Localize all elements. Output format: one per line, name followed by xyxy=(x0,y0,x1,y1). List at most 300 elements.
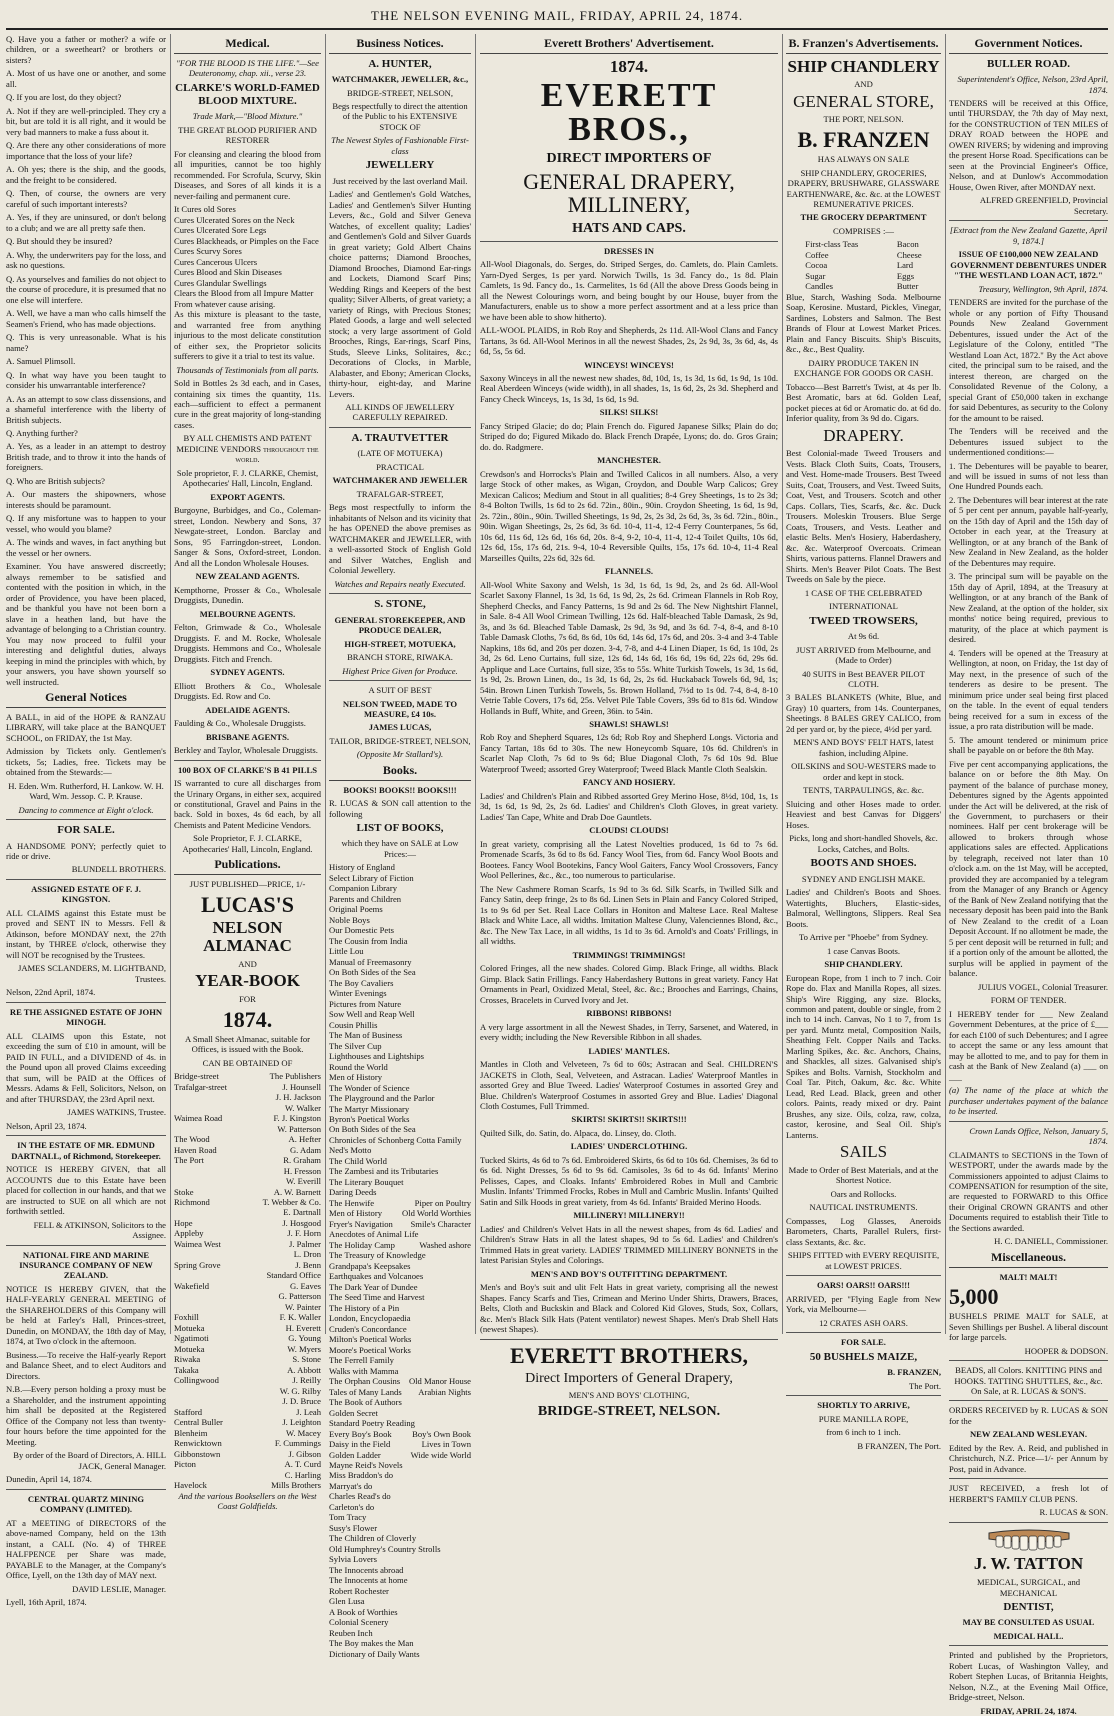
agent-name: J. H. Jackson xyxy=(275,1092,321,1103)
jewellery-heading: JEWELLERY xyxy=(365,159,435,172)
agent-name: H. Everett xyxy=(285,1322,321,1333)
book-title: The Man of Business xyxy=(329,1030,403,1041)
export-agents: Burgoyne, Burbidges, and Co., Coleman-street, London. Newbery and Sons, 37 Newgate-street, London. Barclay and Sons, 95 Farringdon-street, London. Sanger & Sons, Oxford-street, London. And all the London Wholesale Houses. xyxy=(174,505,321,568)
book-title: The Literary Bouquet xyxy=(329,1176,404,1187)
agent-row xyxy=(174,1155,321,1165)
book-title: A Book of Worthies xyxy=(329,1606,398,1617)
agent-row xyxy=(174,1207,321,1217)
book-row xyxy=(329,1408,471,1418)
book-title: Dictionary of Daily Wants xyxy=(329,1648,420,1659)
book-row xyxy=(329,1135,471,1145)
stone-address: HIGH-STREET, MOTUEKA, xyxy=(344,638,456,649)
condition-item: 5. The amount tendered or minimum price shall be payable on or before the 8th May. xyxy=(949,734,1108,756)
book-row xyxy=(329,1009,471,1019)
column-divider xyxy=(325,34,326,1334)
trautvetter-footer: Watches and Repairs neatly Executed. xyxy=(334,578,466,589)
book-row xyxy=(329,915,471,925)
book-row xyxy=(329,1628,471,1638)
obtained-heading: CAN BE OBTAINED OF xyxy=(202,1057,293,1068)
agent-name: W. Painter xyxy=(285,1301,321,1312)
tatton-trade: MEDICAL, SURGICAL, and MECHANICAL xyxy=(976,1577,1081,1598)
cure-item: Cures Cancerous Ulcers xyxy=(174,256,258,267)
book-row xyxy=(329,1387,471,1397)
catechism-article xyxy=(6,34,166,687)
agent-place: Blenheim xyxy=(174,1427,208,1438)
underclothing-heading: LADIES' UNDERCLOTHING. xyxy=(570,1141,688,1152)
column-divider xyxy=(475,34,476,1334)
section-header-medical: Medical. xyxy=(174,36,321,54)
agent-row xyxy=(174,1281,321,1291)
agent-place: Riwaka xyxy=(174,1354,201,1365)
book-title-right: Arabian Nights xyxy=(418,1386,471,1397)
book-title: Ned's Motto xyxy=(329,1145,372,1156)
agent-row xyxy=(174,1365,321,1375)
book-title: The Zambesi and its Tributaries xyxy=(329,1166,439,1177)
condition-item: 4. Tenders will be opened at the Treasury at Wellington, at noon, on Friday, the 1st day of May next, in the presence of such of the tenderers as desire to be present. The minimum price under seal being first placed on the table. In the event of equal tenders being received for a sum in excess of the issue, a pro rata distribution will be made. xyxy=(949,647,1108,732)
book-title: Earthquakes and Volcanoes xyxy=(329,1271,424,1282)
cure-item: Cures Glandular Swellings xyxy=(174,277,267,288)
agent-name: G. Adam xyxy=(289,1144,321,1155)
malt-heading: MALT! MALT! xyxy=(999,1271,1058,1282)
cure-item: Clears the Blood from all Impure Matter From whatever cause arising. xyxy=(174,288,314,309)
book-title: Select Library of Fiction xyxy=(329,872,414,883)
book-title: Pictures from Nature xyxy=(329,998,402,1009)
oars-rollocks: Oars and Rollocks. xyxy=(830,1188,897,1199)
book-title: Moore's Poetical Works xyxy=(329,1344,411,1355)
book-title: Milton's Poetical Works xyxy=(329,1334,412,1345)
book-title: The Playground and the Parlor xyxy=(329,1093,435,1104)
divider xyxy=(329,680,471,681)
hunter-received: Just received by the last overland Mail. xyxy=(332,175,468,186)
book-row xyxy=(329,1187,471,1197)
agent-row xyxy=(174,1071,321,1081)
agent-row xyxy=(174,1333,321,1343)
crown-lands-date: Crown Lands Office, Nelson, January 5, 1874. xyxy=(969,1125,1108,1147)
book-row xyxy=(329,1565,471,1575)
imprint: Printed and published by the Proprietors, Robert Lucas, of Washington Valley, and Robert Stephen Lucas, of Britannia Heights, Nelson, N.Z., at the Evening Mail Office, Bridge-street, Nelson. xyxy=(949,1650,1108,1703)
book-row xyxy=(329,925,471,935)
ships-fitted: SHIPS FITTED with EVERY REQUISITE, at LOWEST PRICES. xyxy=(787,1250,940,1271)
winceys-body: Saxony Winceys in all the newest new shades, 8d, 10d, 1s, 1s 3d, 1s 6d, 1s 9d, 1s 10d. Real Aberdeen Winceys (wide width), in all shades, 1s, 1s 6d, 2s, 2s 3d. Shepherd and Fancy Check Winceys, 1s, 1s 3d, 1s 6d, 1s 9d. xyxy=(480,372,778,404)
catechism-paragraph: Q. In what way have you been taught to consider his unwarrantable interference? xyxy=(6,369,166,391)
book-row xyxy=(329,1177,471,1187)
divider xyxy=(949,1522,1108,1523)
book-row xyxy=(329,1586,471,1596)
agent-row xyxy=(174,1092,321,1102)
silks-heading: SILKS! SILKS! xyxy=(599,407,659,418)
book-row xyxy=(329,967,471,977)
book-row xyxy=(329,904,471,914)
book-title: The Henwife xyxy=(329,1197,375,1208)
book-title: Winter Evenings xyxy=(329,988,387,999)
buller-signature: ALFRED GREENFIELD, Provincial Secretary. xyxy=(979,195,1108,216)
agent-row xyxy=(174,1470,321,1480)
boots-body: Ladies' and Children's Boots and Shoes. Watertights, Bluchers, Elastic-sides, Balmoral, Wellingtons, Slippers. Real Sea Boots. xyxy=(786,887,941,929)
mens-body: Men's and Boy's suit and ulit Felt Hats in great variety, comprising all the newest Shapes. Fancy Scarfs and Ties, Crimean and Merino Under Shirts, Drawers, Braces, Belts, Cloth and Buckskin and Black and Colored Kid Gloves, Studs, Sox, Collars, &c. Men's Black Silk Hats (Patent ventilator) newest Shapes. Men's Drab Shell Hats (newest Shapes). xyxy=(480,1282,778,1335)
tatton-name: J. W. TATTON xyxy=(973,1554,1084,1574)
divider xyxy=(949,220,1108,221)
book-row xyxy=(329,946,471,956)
assigned-estate-body: ALL CLAIMS against this Estate must be proved and SENT IN to Messrs. Fell & Atkinson, before MONDAY next, the 27th instant, by THREE o'clock, otherwise they will NOT be recognised by the Trustees. xyxy=(6,907,166,960)
book-row xyxy=(329,1450,471,1460)
agent-place: Gibbonstown xyxy=(174,1448,221,1459)
section-header-miscellaneous: Miscellaneous. xyxy=(949,1250,1108,1268)
divider xyxy=(6,1489,166,1490)
agent-name: J. D. Bruce xyxy=(282,1396,321,1407)
dresses-body: All-Wool Diagonals, do. Serges, do. Striped Serges, do. Camlets, do. Plain Camlets. Yarn-Dyed Serges, 1s per yard. Norwich Twills, 1s 3d. Fancy do., 1s 8d. Plain Camlets, 1s 9d. Fancy do., 1s. Carmelites, 1s 6d (All the above Dress Goods being in all the Newest Colourings worn, and being bought by our House, buyer from the Manufacturers, enable us to show a more perfect assortment and at a less price than we have been able to show hitherto). xyxy=(480,259,778,322)
book-row xyxy=(329,1145,471,1155)
divider xyxy=(6,1002,166,1003)
millinery-body: Ladies' and Children's Velvet Hats in all the newest shapes, from 4s 6d. Ladies' and Children's Straw Hats in all the latest shapes, 9d to 5s 6d. Ladies' and Children's Trimmed Hats in great variety. LADIES' TRIMMED MILLINERY BONNETS in the latest Parisian Styles and Colorings. xyxy=(480,1223,778,1266)
book-title: Cousin Phillis xyxy=(329,1019,378,1030)
agent-row xyxy=(174,1113,321,1123)
clarke-title: CLARKE'S WORLD-FAMED BLOOD MIXTURE. xyxy=(175,81,320,107)
catechism-paragraph: A. Samuel Plimsoll. xyxy=(6,356,76,367)
agent-name: W. Patterson xyxy=(277,1123,321,1134)
lucas-tailor-address: TAILOR, BRIDGE-STREET, NELSON, xyxy=(329,735,471,746)
book-row xyxy=(329,1198,471,1208)
book-title: The Boy Cavaliers xyxy=(329,977,394,988)
agent-row xyxy=(174,1218,321,1228)
brisbane-agents: Berkley and Taylor, Wholesale Druggists. xyxy=(174,745,318,756)
agent-name: J. F. Horn xyxy=(287,1228,321,1239)
quartz-title: CENTRAL QUARTZ MINING COMPANY (LIMITED). xyxy=(27,1493,145,1515)
agent-place: Havelock xyxy=(174,1480,207,1491)
stone-name: S. STONE, xyxy=(374,598,426,611)
book-title: Glen Lusa xyxy=(329,1596,365,1607)
book-title: Every Boy's Book xyxy=(329,1428,392,1439)
agent-name: G. Young xyxy=(288,1333,321,1344)
trautvetter-trade: WATCHMAKER AND JEWELLER xyxy=(332,475,468,486)
book-row xyxy=(329,894,471,904)
agent-row xyxy=(174,1187,321,1197)
everett-footer-mens: MEN'S AND BOYS' CLOTHING, xyxy=(568,1389,690,1400)
book-row xyxy=(329,1020,471,1030)
book-row xyxy=(329,1240,471,1250)
nelson-tweed: NELSON TWEED, MADE TO MEASURE, £4 10s. xyxy=(342,698,458,719)
divider xyxy=(480,241,778,242)
column-2 xyxy=(174,34,321,1512)
ball-footer: Dancing to commence at Eight o'clock. xyxy=(18,804,154,815)
column-6 xyxy=(949,34,1109,1716)
canvas-boots: 1 case Canvas Boots. xyxy=(826,945,901,956)
beads-ad: BEADS, all Colors. KNITTING PINS and HOOKS. TATTING SHUTTLES, &c., &c. On Sale, at R. LUCAS & SON'S. xyxy=(954,1365,1103,1396)
book-row xyxy=(329,1429,471,1439)
agent-row xyxy=(174,1239,321,1249)
national-insurance-signature: By order of the Board of Directors, A. HILL JACK, General Manager. xyxy=(13,1450,166,1471)
tweed-case: 1 CASE OF THE CELEBRATED xyxy=(804,587,923,598)
everett-hats: HATS AND CAPS. xyxy=(572,220,686,236)
book-title: The Book of Authors xyxy=(329,1397,402,1408)
herbert-signature: R. LUCAS & SON. xyxy=(1039,1507,1108,1518)
book-row xyxy=(329,1617,471,1627)
agent-place: Richmond xyxy=(174,1197,210,1207)
agent-place: Wakefield xyxy=(174,1280,210,1291)
agent-place: Trafalgar-street xyxy=(174,1081,227,1092)
wesleyan-title: NEW ZEALAND WESLEYAN. xyxy=(969,1429,1088,1440)
tweed-price: At 9s 6d. xyxy=(847,631,880,642)
trimmings-heading: TRIMMINGS! TRIMMINGS! xyxy=(572,949,686,960)
testimonials: Thousands of Testimonials from all parts. xyxy=(176,364,319,375)
stewards: H. Eden. Wm. Rutherford, H. Lankow. W. H. Ward, Wm. Jessop. C. P. Krause. xyxy=(8,780,164,802)
divider xyxy=(786,1395,941,1396)
purifier-heading: THE GREAT BLOOD PURIFIER AND RESTORER xyxy=(178,124,317,146)
sole-proprietor: Sole proprietor, F. J. CLARKE, Chemist, Apothecaries' Hall, Lincoln, England. xyxy=(176,467,319,489)
agent-place: Haven Road xyxy=(174,1144,217,1155)
cure-item: Cures Ulcerated Sore Legs xyxy=(174,225,267,236)
divider xyxy=(480,1339,778,1340)
grocery-item: Bacon xyxy=(896,239,919,250)
just-arrived: JUST ARRIVED from Melbourne, and (Made to Order) xyxy=(796,644,931,666)
sold-body: Sold in Bottles 2s 3d each, and in Cases, containing six times the quantity, 11s. each—sufficient to effect a permanent cure in the great majority of long-standing cases. xyxy=(174,378,321,430)
book-row xyxy=(329,988,471,998)
agent-place: Waimea Road xyxy=(174,1113,223,1124)
clouds-body: In great variety, comprising all the Latest Novelties produced, 1s 6d to 7s 6d. Promenade Scarfs, 3s 6d to 8s 6d. Fancy Wool Ties, from 6d. Fancy Wool Boots and Bootees. Fancy Wool Bootekins, Fancy Wool Gaiters, Fancy Wool Crossovers, Fancy Wool Pellerines, &c., &c., too numerous to particularise. xyxy=(480,838,778,881)
agent-name: W. Myers xyxy=(287,1343,321,1354)
franzen-has: HAS ALWAYS ON SALE xyxy=(817,154,910,165)
oilskins: OILSKINS and SOU-WESTERS made to order and kept in stock. xyxy=(791,761,936,782)
book-title: Original Poems xyxy=(329,904,383,915)
almanac-footer: And the various Booksellers on the West Coast Goldfields. xyxy=(178,1490,317,1512)
buller-body: TENDERS will be received at this Office, until THURSDAY, the 7th day of May next, for the CONSTRUCTION of TEN MILES of DRAY ROAD between the HOPE and OWEN RIVERS; by widening and improving the present Horse Road. Specifications can be seen at the Provincial Engineer's Office, Nelson, and at Dunlow's Accommodation House, Owen River, after MONDAY next. xyxy=(949,98,1108,192)
form-note: (a) The name of the place at which the purchaser undertakes payment of the balance to be inserted. xyxy=(949,1085,1108,1117)
catechism-paragraph: A. The winds and waves, in fact anything but the vessel or her owners. xyxy=(6,537,166,558)
agent-place: Bridge-street xyxy=(174,1071,219,1082)
adelaide-agents: Faulding & Co., Wholesale Druggists. xyxy=(174,718,306,729)
divider xyxy=(6,879,166,880)
book-row xyxy=(329,1355,471,1365)
book-title: Byron's Poetical Works xyxy=(329,1114,410,1124)
maize-bushels: 50 BUSHELS MAIZE, xyxy=(809,1350,918,1363)
oars-arrived: ARRIVED, per "Flying Eagle from New York, via Melbourne— xyxy=(786,1293,941,1315)
agent-place: Foxhill xyxy=(174,1312,199,1323)
hunter-list: Ladies' and Gentlemen's Gold Watches, Ladies' and Gentlemen's Silver Hunting Levers, &c., Gold and Silver Geneva Watches, of excellent quality; Ladies' and Gentlemen's Gold and Silver Guards in great variety; Gold Albert Chains choice patterns; Diamond Brooches, Diamond Brooches, Diamond Ear-rings and Lockets, Diamond Scarf Pins; Wedding Rings and Keepers of the best quality; Silver Alberts, of great variety; a variety of Rings, with Precious Stones; Plated Goods, a large and well selected stock; a very large assortment of Gold Brooches, Rings, Ear-rings, Scarf Pins, Studs, Sleeve Links, Solitaires, &c.; Decorations of Clocks, in Marble, Alabaster, and Ebony; American Clocks, thirty-hour, eight-day, and Marine Levers. xyxy=(329,189,471,399)
malt-body: BUSHELS PRIME MALT for SALE, at Seven Shillings per Bushel. A liberal discount for large parcels. xyxy=(949,1311,1108,1343)
books-intro: R. LUCAS & SON call attention to the following xyxy=(329,798,471,819)
agent-place: Central Buller xyxy=(174,1417,223,1428)
skirts-heading: SKIRTS! SKIRTS!! SKIRTS!!! xyxy=(571,1114,687,1125)
book-title: Parents and Children xyxy=(329,893,402,904)
franzen-and: AND xyxy=(854,79,873,90)
book-row xyxy=(329,1512,471,1522)
book-row xyxy=(329,1491,471,1501)
oars-heading: OARS! OARS!! OARS!!! xyxy=(816,1280,911,1291)
purifier-body: For cleansing and clearing the blood from all impurities, cannot be too highly recommended. For Scrofula, Scurvy, Skin Diseases, and Sores of all kinds it is a never-failing and permanent cure. xyxy=(174,148,321,201)
minogh-title: RE THE ASSIGNED ESTATE OF JOHN MINOGH. xyxy=(9,1006,163,1028)
stone-branch: BRANCH STORE, RIWAKA. xyxy=(347,652,453,663)
tatton-dentist: DENTIST, xyxy=(1003,1600,1054,1613)
book-row xyxy=(329,1261,471,1271)
agent-name: Standard Office xyxy=(266,1270,321,1281)
conditions-footer: Five per cent accompanying applications, the balance on or before the 8th May. On payment of the balance of purchase money, Debentures signed by the Agents appointed under the Act will be delivered, at the risk of the Government, to purchasers or their nominees. Half per cent brokerage will be allowed to brokers through whose applications sales are effected. Applications by telegraph, received not later than 10 o'clock a.m. on the 1st May, will be accepted, provided they are accompanied by a telegram from the Manager of any Branch or Agency of the Bank of New Zealand notifying that the necessary deposit has been paid into the Bank of New Zealand to the credit of a Loan Deposit Account. If no allotment be made, the 5 per cent deposit will be returned in full; and if a portion only of the amount be allotted, the surplus will be applied in payment of the balance. xyxy=(949,758,1108,979)
book-title: The Silver Cup xyxy=(329,1040,382,1051)
ball-notice: A BALL, in aid of the HOPE & RANZAU LIBRARY, will take place at the BANQUET SCHOOL, on FRIDAY, the 1st May. xyxy=(6,711,166,743)
book-row xyxy=(329,1041,471,1051)
book-title-right: Old Manor House xyxy=(408,1376,471,1387)
divider xyxy=(786,1332,941,1333)
national-insurance-date: Dunedin, April 14, 1874. xyxy=(6,1474,92,1485)
franzen-list-top: SHIP CHANDLERY, GROCERIES, DRAPERY, BRUSHWARE, GLASSWARE EARTHENWARE, &c. &c. at the LOWEST REMUNERATIVE PRICES. xyxy=(786,167,941,209)
agent-row xyxy=(174,1438,321,1448)
book-title: The Innocents at home xyxy=(329,1575,408,1586)
everett-footer-address: BRIDGE-STREET, NELSON. xyxy=(537,1404,721,1420)
hunter-repair: ALL KINDS OF JEWELLERY CAREFULLY REPAIRED. xyxy=(345,402,455,423)
sails-heading: SAILS xyxy=(839,1142,888,1162)
lucas-tailor-name: JAMES LUCAS, xyxy=(368,722,432,733)
book-row xyxy=(329,1575,471,1585)
hunter-newest: The Newest Styles of Fashionable First-class xyxy=(331,135,469,156)
maize-signature: B. FRANZEN, xyxy=(887,1367,941,1378)
agent-place: Stoke xyxy=(174,1186,194,1197)
tents: TENTS, TARPAULINGS, &c. &c. xyxy=(803,785,924,796)
book-row xyxy=(329,1376,471,1386)
divider xyxy=(949,1400,1108,1401)
grocery-item: Lard xyxy=(896,260,914,271)
grocery-item: Coffee xyxy=(805,249,829,260)
books-prices: which they have on SALE at Low Prices:— xyxy=(341,838,459,859)
book-row xyxy=(329,1303,471,1313)
book-row xyxy=(329,1607,471,1617)
book-row xyxy=(329,1271,471,1281)
book-title: Carleton's do xyxy=(329,1501,375,1512)
book-title: Standard Poetry Reading xyxy=(329,1418,415,1429)
pills-body: IS warranted to cure all discharges from the Urinary Organs, in either sex, acquired or constitutional, Gravel and Pains in the back. Sold in boxes, 4s 6d each, by all Chemists and Patent Medicine Vendors. xyxy=(174,778,321,830)
agent-row xyxy=(174,1124,321,1134)
book-row xyxy=(329,1418,471,1428)
grocery-body: Blue, Starch, Washing Soda. Melbourne Soap, Kerosine. Mustard, Pickles, Vinegar, Sardines, Lobsters and Salmon. The Best Brands of Flour at Lowest Market Prices. Plain and Fancy Biscuits. Ship's Biscuits, &c., &c., Best Quality. xyxy=(786,291,941,355)
book-title: Tales of Many Lands xyxy=(329,1386,402,1397)
agent-name: E. Dartnall xyxy=(283,1207,321,1218)
book-title: Grandpapa's Keepsakes xyxy=(329,1260,411,1271)
book-row xyxy=(329,1093,471,1103)
agent-row xyxy=(174,1228,321,1238)
grocery-item: Cheese xyxy=(896,249,922,260)
book-title: Colonial Scenery xyxy=(329,1617,389,1628)
agent-name: A. T. Curd xyxy=(284,1459,321,1470)
book-title: Daisy in the Field xyxy=(329,1439,391,1450)
catechism-paragraph: Q. If any misfortune was to happen to your vessel, who would you blame? xyxy=(6,513,166,534)
manila-rope: PURE MANILLA ROPE, xyxy=(818,1413,909,1424)
manila-size: from 6 inch to 1 inch. xyxy=(826,1427,901,1438)
trautvetter-street: TRAFALGAR-STREET, xyxy=(356,488,444,499)
flannels-heading: FLANNELS. xyxy=(605,566,653,577)
maize-port: The Port. xyxy=(909,1380,941,1391)
agent-name: J. Hosgood xyxy=(282,1217,321,1228)
dresses-heading: DRESSES IN xyxy=(604,245,654,256)
agent-name: W. Walker xyxy=(284,1102,321,1113)
shawls-heading: SHAWLS! SHAWLS! xyxy=(589,719,669,729)
trade-mark: Trade Mark,—"Blood Mixture." xyxy=(192,111,303,122)
grocery-heading: THE GROCERY DEPARTMENT xyxy=(800,212,927,223)
book-title: Walks with Mamma xyxy=(329,1365,399,1376)
book-title: The Children of Cloverly xyxy=(329,1533,417,1544)
daniell-signature: H. C. DANIELL, Commissioner. xyxy=(994,1236,1108,1247)
claimants-body: CLAIMANTS to SECTIONS in the Town of WESTPORT, under the awards made by the Commissioners appointed to adjust Claims to COMPENSATION for resumption of the site, are requested to FORWARD to this Office their Original CROWN GRANTS and other Documents required to establish their Title to the Sections awarded. xyxy=(949,1149,1108,1233)
column-divider xyxy=(170,34,171,1334)
scarfs-body: The New Cashmere Roman Scarfs, 1s 9d to 3s 6d. Silk Scarfs, in Twilled Silk and Fancy Satin, deep fringe, 2s to 8s 6d. Linen Sets in Plain and Fancy Colored Striped, 1s to 9s 6d per Set. Real Lace Collars in Honiton and Maltese Lace. Real Maltese Black and White Lace, all widths. Imitation Maltese Cluny, Valenciennes Blond, &c., &c. The New Tax Lace, in all widths, 1s 1d to 3s 6d. Arnold's and Coats' Frillings, in all widths. xyxy=(480,883,778,947)
catechism-paragraph: A. Yes, as a leader in an attempt to destroy British trade, and to throw it into the hands of foreigners. xyxy=(6,441,166,473)
column-5 xyxy=(786,34,941,1451)
ribbons-body: A very large assortment in all the Newest Shades, in Terry, Sarsenet, and Watered, in every width; including the New Reversible Ribbon in all shades. xyxy=(480,1021,778,1043)
catechism-paragraph: A. Our masters the shipowners, whose interests should be paramount. xyxy=(6,489,166,510)
general-store-title: GENERAL STORE, xyxy=(793,91,934,111)
book-row xyxy=(329,1502,471,1512)
book-title: Cruden's Concordance xyxy=(329,1323,407,1334)
condition-item: 2. The Debentures will bear interest at the rate of 5 per cent per annum, payable half-yearly, on the 15th day of April and the 15th day of October in each year, at the Treasury at Wellington, or at any branch of the Bank of New Zealand in New Zealand, as the holder of the Debentures may require. xyxy=(949,494,1109,568)
practical: PRACTICAL xyxy=(376,461,424,472)
book-title: Men of History xyxy=(329,1208,382,1219)
agent-name: J. Gibson xyxy=(288,1448,321,1459)
catechism-paragraph: A. Most of us have one or another, and some all. xyxy=(6,68,166,89)
agent-name: H. Fresson xyxy=(283,1165,321,1176)
cure-item: Cures Scurvy Sores xyxy=(174,246,242,257)
books-banner: BOOKS! BOOKS!! BOOKS!!! xyxy=(343,784,457,795)
agent-name: J. Leah xyxy=(296,1406,321,1417)
stone-produce: Highest Price Given for Produce. xyxy=(342,665,458,676)
assigned-estate-title: ASSIGNED ESTATE OF F. J. KINGSTON. xyxy=(31,883,141,905)
book-row xyxy=(329,1250,471,1260)
book-title: On Both Sides of the Sea xyxy=(329,967,416,978)
book-title: Daring Deeds xyxy=(329,1187,377,1198)
national-insurance-business: Business.—To receive the Half-yearly Report and Balance Sheet, and to elect Auditors and Directors. xyxy=(6,1349,166,1381)
book-title: Robert Rochester xyxy=(329,1585,389,1596)
book-title: Reuben Inch xyxy=(329,1627,373,1638)
agent-place: Ngatimoti xyxy=(174,1333,209,1344)
book-row xyxy=(329,1481,471,1491)
book-row xyxy=(329,1208,471,1218)
boots-heading: BOOTS AND SHOES. xyxy=(810,857,917,870)
book-row xyxy=(329,1282,471,1292)
book-row xyxy=(329,1554,471,1564)
book-title: The Wonder of Science xyxy=(329,1082,410,1093)
book-title-right: Wide wide World xyxy=(410,1449,471,1460)
teeth-icon xyxy=(984,1527,1074,1553)
pony-signature: BLUNDELL BROTHERS. xyxy=(71,864,166,875)
book-title: Anecdotes of Animal Life xyxy=(329,1229,419,1240)
agent-name: S. Stone xyxy=(292,1354,321,1365)
blood-quote: "FOR THE BLOOD IS THE LIFE."—See Deuteronomy, chap. xii., verse 23. xyxy=(176,57,319,79)
section-header-franzen: B. Franzen's Advertisements. xyxy=(786,36,941,54)
agent-name: J. Hounsell xyxy=(282,1081,321,1092)
book-row xyxy=(329,1638,471,1648)
divider xyxy=(329,593,471,594)
section-header-government: Government Notices. xyxy=(949,36,1108,54)
grocery-list-left xyxy=(805,239,858,291)
divider xyxy=(329,427,471,428)
book-title: Sylvia Lovers xyxy=(329,1554,377,1565)
grocery-item: Eggs xyxy=(896,270,915,281)
grocery-list-right xyxy=(897,239,922,291)
book-row xyxy=(329,1104,471,1114)
grocery-item: Butter xyxy=(896,281,919,292)
agent-row xyxy=(174,1354,321,1364)
grocery-item: Cocoa xyxy=(805,260,828,271)
agent-row xyxy=(174,1176,321,1186)
trautvetter-body: Begs most respectfully to inform the inhabitants of Nelson and its vicinity that he has OPENED the above premises as WATCHMAKER and JEWELLER, with a well-assorted Stock of English Gold and Silver Watches, English and Colonial Jewellery. xyxy=(329,502,471,576)
book-title: The Ferrell Family xyxy=(329,1355,394,1366)
nautical-heading: NAUTICAL INSTRUMENTS. xyxy=(809,1202,918,1213)
catechism-paragraph: Q. Anything further? xyxy=(6,427,78,438)
book-title-right: Washed ashore xyxy=(419,1239,471,1250)
section-header-everett: Everett Brothers' Advertisement. xyxy=(480,36,778,54)
book-title: On Both Sides of the Sea xyxy=(329,1124,416,1135)
book-title: Chronicles of Schonberg Cotta Family xyxy=(329,1134,462,1145)
boots-sub: SYDNEY AND ENGLISH MAKE. xyxy=(801,873,926,884)
everett-direct: DIRECT IMPORTERS OF xyxy=(546,151,712,167)
agent-name: C. Harling xyxy=(284,1469,321,1480)
masthead: THE NELSON EVENING MAIL, FRIDAY, APRIL 24, 1874. xyxy=(370,8,744,23)
book-row xyxy=(329,1124,471,1134)
